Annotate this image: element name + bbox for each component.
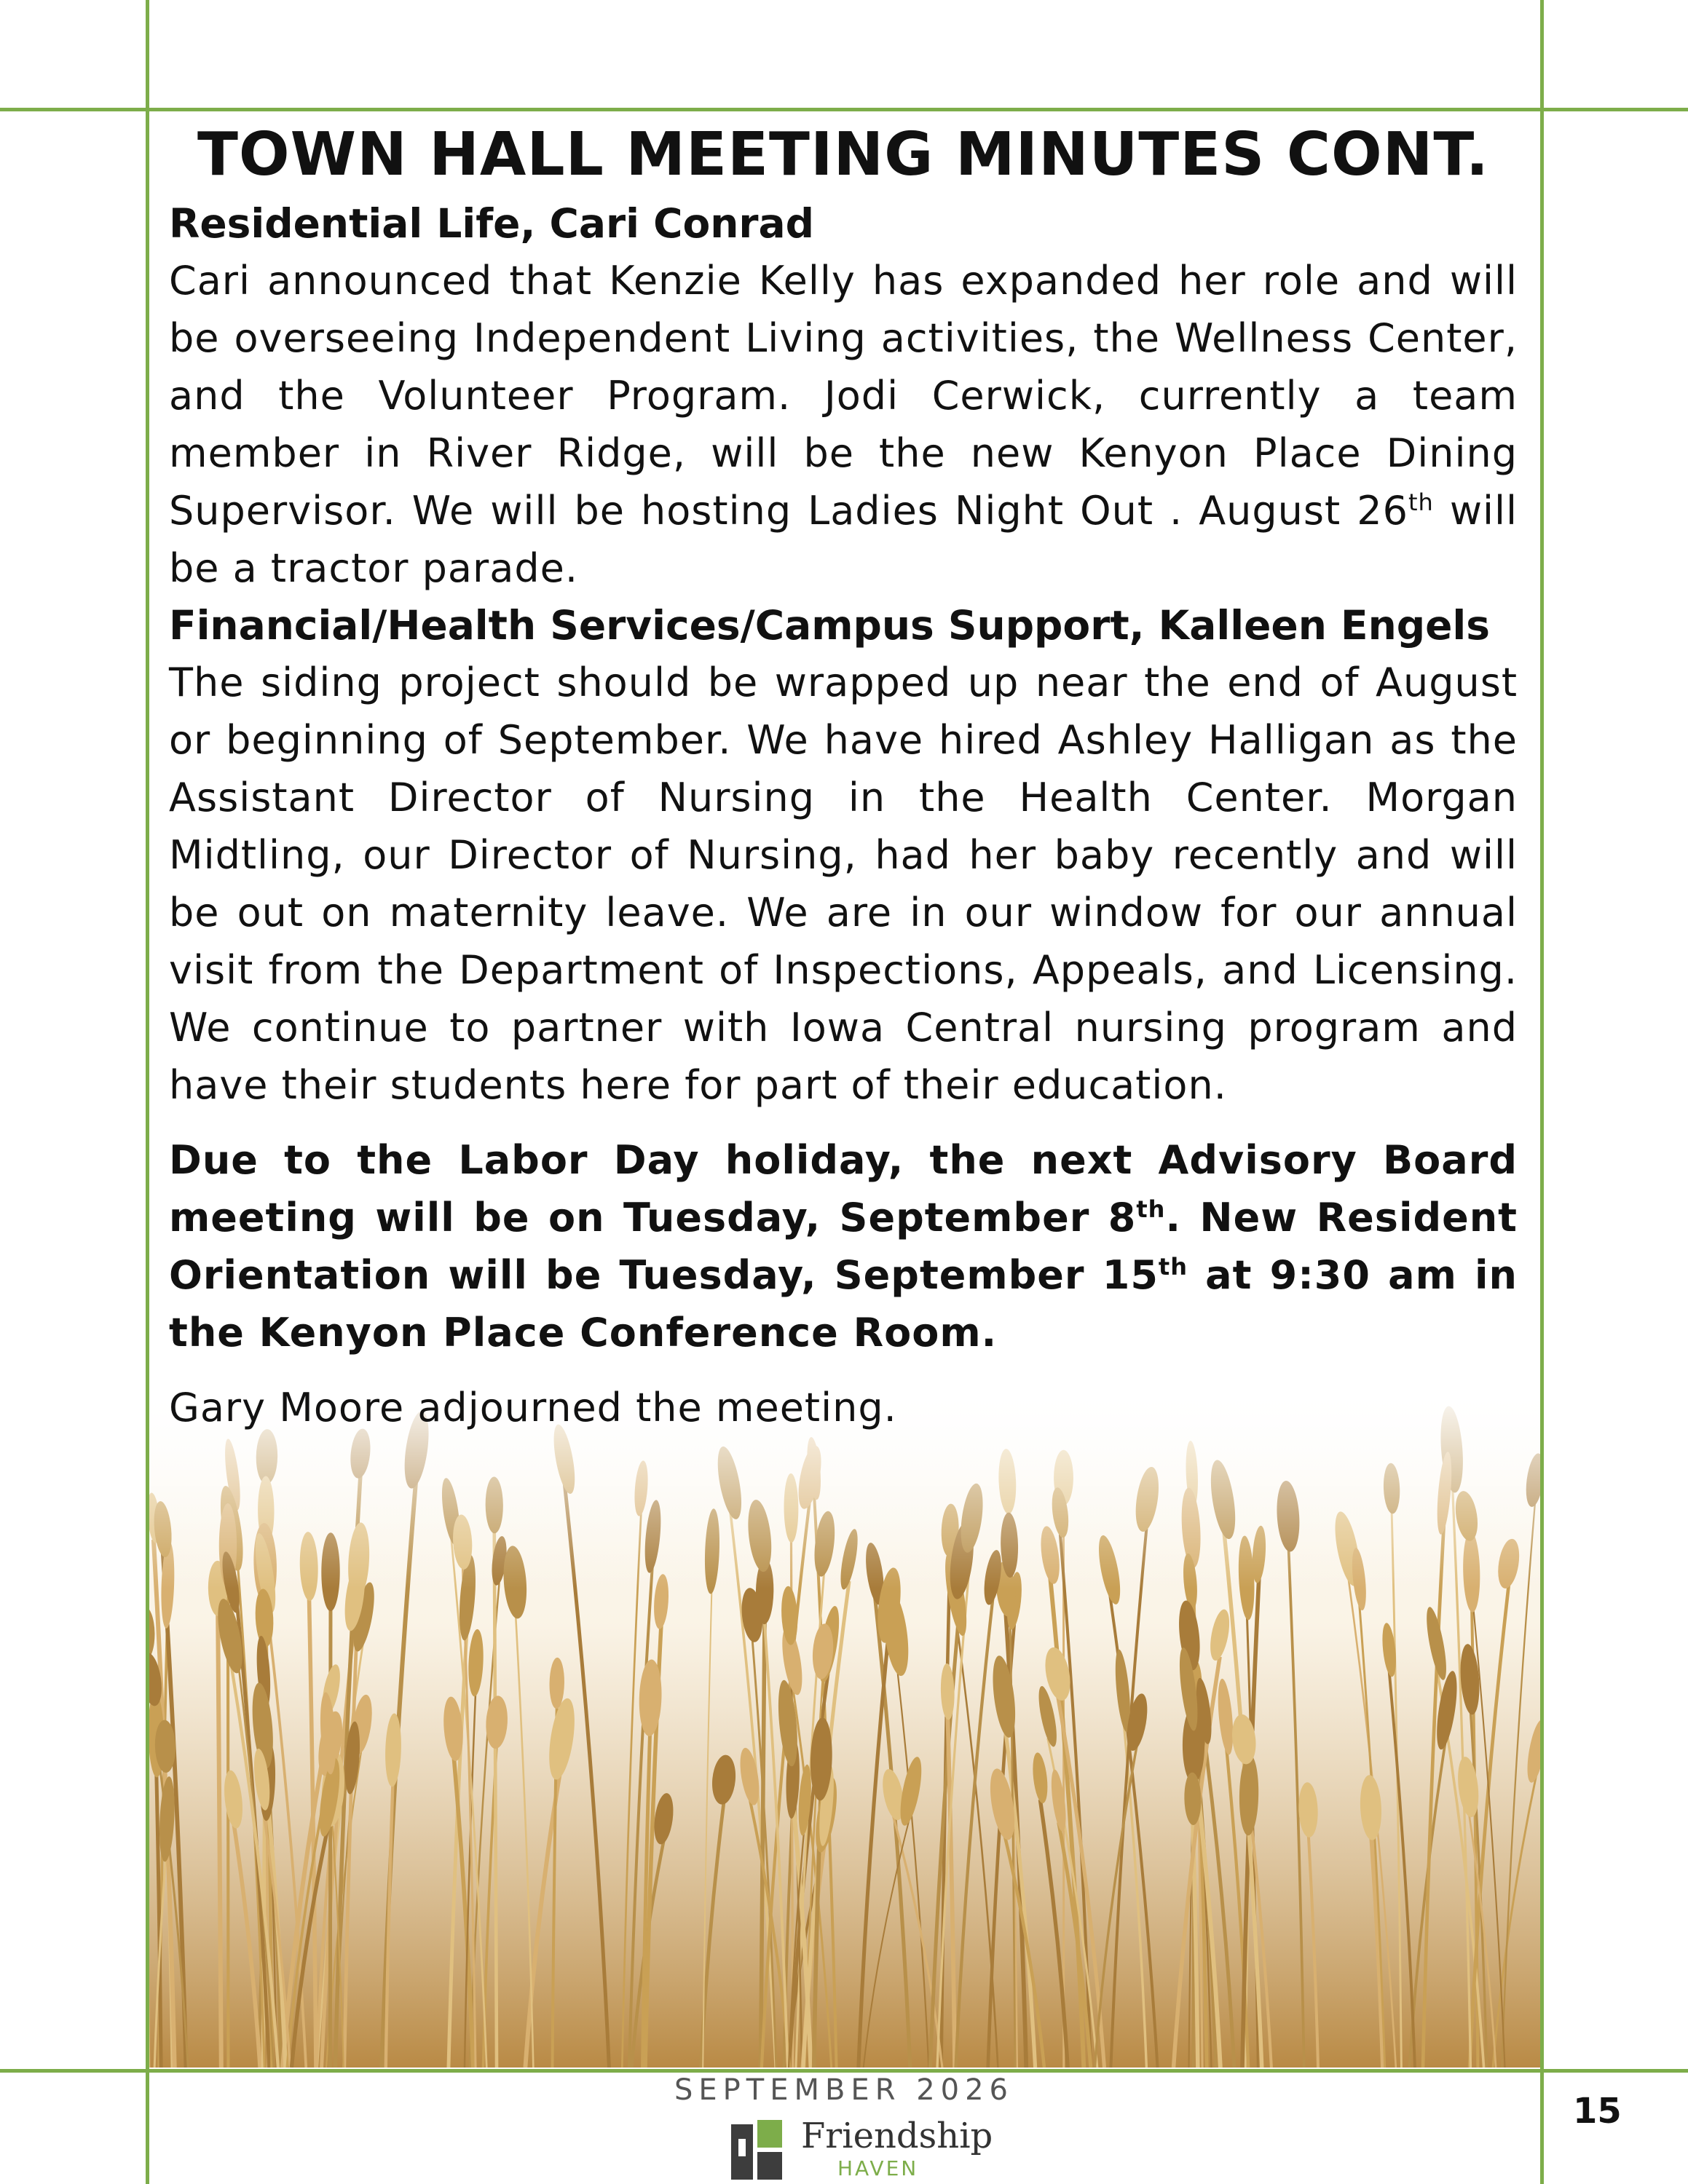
friendship-haven-logo — [728, 2116, 993, 2183]
section-body-residential: Cari announced that Kenzie Kelly has expanded her role and will be overseeing Independent Living activities, the Wellness Center, and the Volunteer Program. Jodi Cerwick, currently a team member in River Ridge, will be the new Kenyon Place Dining Supervisor. We will be hosting Ladies Night Out . August 26th will be a tractor parade. — [169, 258, 1518, 592]
logo-name: Friendship — [801, 2116, 993, 2156]
wheat-field-image — [149, 1383, 1540, 2068]
section-heading-financial: Financial/Health Services/Campus Support, Kalleen Engels — [169, 602, 1491, 649]
closing-statement: Gary Moore adjourned the meeting. — [169, 1385, 897, 1431]
frame-line-bottom — [0, 2069, 1688, 2073]
frame-line-top — [0, 108, 1688, 111]
section-heading-residential: Residential Life, Cari Conrad — [169, 200, 815, 248]
section-body-financial: The siding project should be wrapped up near the end of August or beginning of September. We have hired Ashley Halligan as the Assistant Director of Nursing in the Health Center. Morgan Midtling, our Director of Nursing, had her baby recently and will be out on maternity leave. We are in our window for our annual visit from the Department of Inspections, Appeals, and Licensing. We continue to partner with Iowa Central nursing program and have their students here for part of their education. — [169, 660, 1518, 1109]
footer-date: SEPTEMBER 2026 — [674, 2073, 1014, 2107]
meeting-notice: Due to the Labor Day holiday, the next Advisory Board meeting will be on Tuesday, September 8th. New Resident Orientation will be Tuesday, September 15th at 9:30 am in the Kenyon Place Conference Room. — [169, 1137, 1518, 1356]
logo-mark-icon — [728, 2117, 786, 2183]
page-number: 15 — [1573, 2091, 1622, 2132]
logo-subtitle: HAVEN — [837, 2156, 919, 2180]
page-title: TOWN HALL MEETING MINUTES CONT. — [197, 120, 1489, 189]
article-content — [169, 122, 1518, 1436]
frame-line-right — [1540, 0, 1544, 2184]
